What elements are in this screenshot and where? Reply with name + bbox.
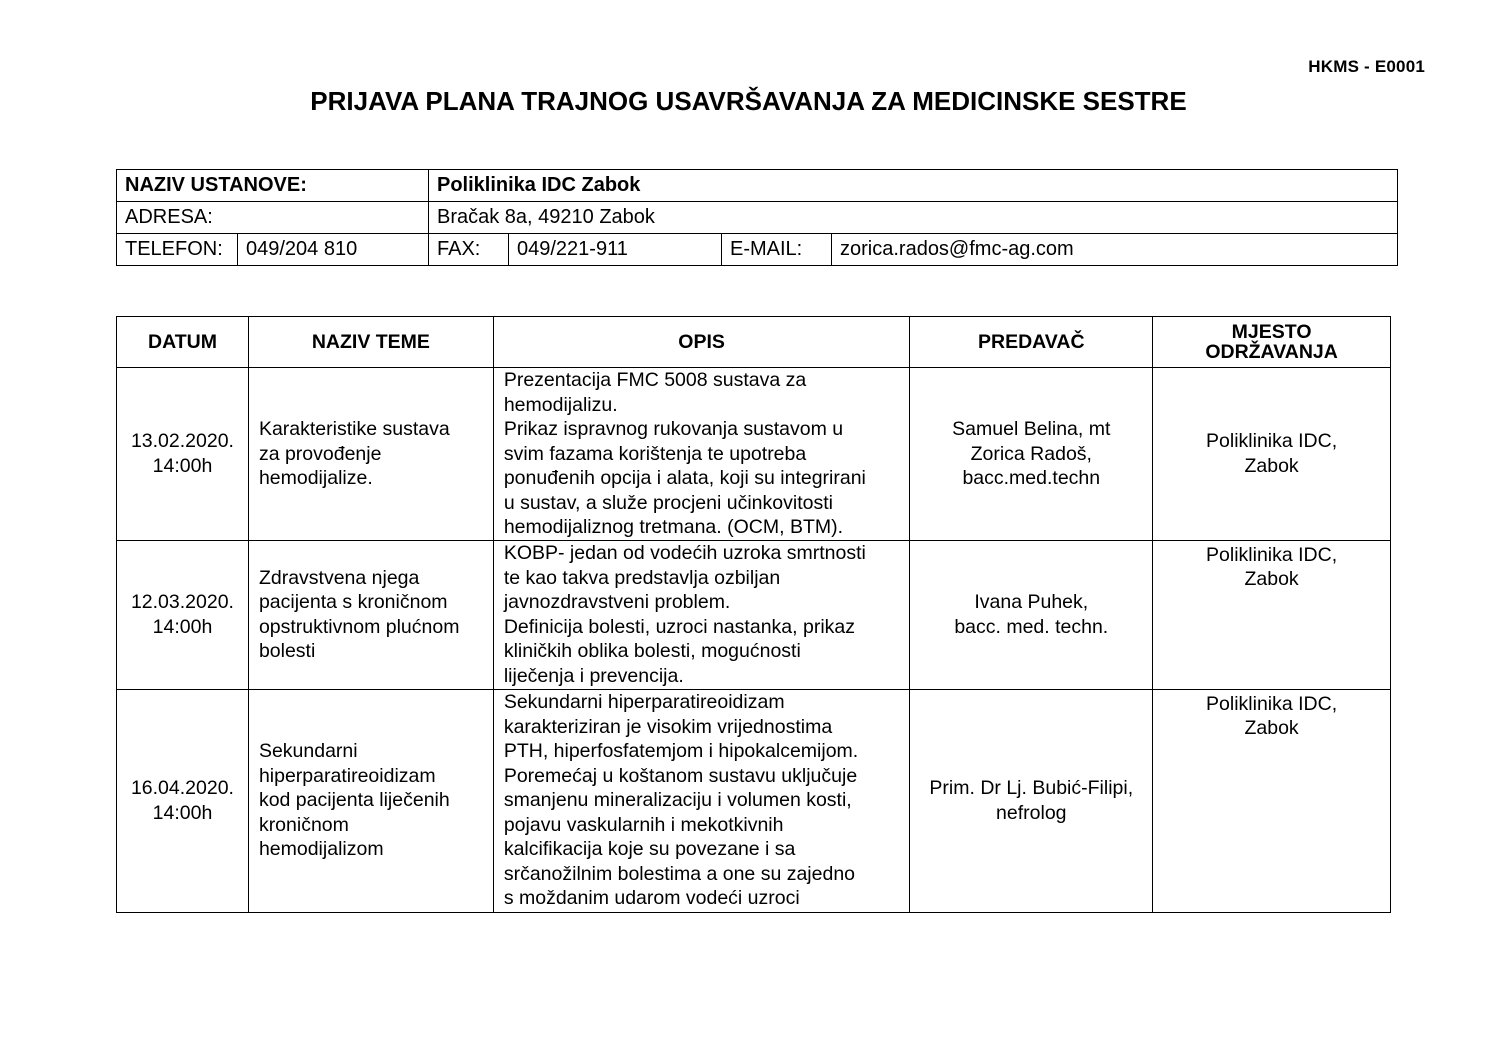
description-cell-line: u sustav, a služe procjeni učinkovitosti [503, 491, 833, 514]
topic-cell-line: opstruktivnom plućnom [258, 615, 460, 638]
lecturer-cell [910, 540, 1153, 689]
fax-label: FAX: [429, 234, 509, 266]
plan-row [117, 689, 1391, 912]
description-cell-line: kliničkih oblika bolesti, mogućnosti [503, 640, 801, 662]
description-cell-line: hemodijaliznog tretmana. (OCM, BTM). [503, 516, 844, 538]
topic-cell-line: hiperparatireoidizam [258, 764, 436, 787]
topic-cell [248, 689, 493, 912]
date-cell-line: 14:00h [152, 454, 213, 477]
place-cell-line: Zabok [1244, 454, 1299, 477]
institution-name-label: NAZIV USTANOVE: [117, 170, 429, 202]
institution-table [116, 169, 1398, 266]
place-cell [1153, 540, 1391, 689]
topic-cell-line: kroničnom [258, 813, 349, 836]
topic-cell-line: pacijenta s kroničnom [258, 591, 448, 613]
institution-name-value: Poliklinika IDC Zabok [429, 170, 1398, 202]
institution-address-value: Bračak 8a, 49210 Zabok [429, 202, 1398, 234]
institution-address-row [117, 202, 1398, 234]
topic-cell-line: kod pacijenta liječenih [258, 789, 450, 812]
date-cell-line: 14:00h [152, 615, 213, 638]
date-cell-line: 13.02.2020. [130, 430, 234, 453]
topic-cell-line: hemodijalize. [258, 467, 373, 489]
fax-value: 049/221-911 [509, 234, 722, 266]
description-cell-line: Poremećaj u koštanom sustavu uključuje [503, 764, 858, 787]
plan-row [117, 368, 1391, 541]
place-cell-line: Poliklinika IDC, [1206, 543, 1338, 566]
plan-header-row [117, 317, 1391, 368]
description-cell-line: smanjenu mineralizaciju i volumen kosti, [503, 789, 852, 812]
topic-cell-line: za provođenje [258, 442, 382, 465]
header-place-line: MJESTO [1231, 321, 1312, 343]
description-cell-line: kalcifikacija koje su povezane i sa [503, 838, 796, 861]
description-cell-line: karakteriziran je visokim vrijednostima [503, 715, 833, 738]
description-cell [493, 689, 910, 912]
date-cell [117, 368, 249, 541]
description-cell-line: Sekundarni hiperparatireoidizam [503, 691, 785, 714]
topic-cell-line: hemodijalizom [258, 838, 384, 861]
header-description: OPIS [493, 317, 910, 368]
header-topic: NAZIV TEME [248, 317, 493, 368]
description-cell-line: Prezentacija FMC 5008 sustava za [503, 369, 807, 391]
phone-value: 049/204 810 [238, 234, 429, 266]
topic-cell-line: bolesti [258, 640, 316, 662]
email-value: zorica.rados@fmc-ag.com [832, 234, 1398, 266]
date-cell-line: 12.03.2020. [130, 591, 234, 613]
education-plan-table [116, 316, 1391, 913]
email-label: E-MAIL: [722, 234, 832, 266]
description-cell-line: ponuđenih opcija i alata, koji su integrirani [503, 467, 866, 489]
description-cell-line: hemodijalizu. [503, 393, 618, 416]
place-cell-line: Poliklinika IDC, [1206, 692, 1338, 715]
description-cell-line: javnozdravstveni problem. [503, 591, 731, 613]
lecturer-cell-line: Ivana Puhek, [974, 591, 1089, 613]
topic-cell-line: Sekundarni [258, 740, 358, 763]
header-lecturer: PREDAVAČ [910, 317, 1153, 368]
plan-row [117, 540, 1391, 689]
date-cell [117, 689, 249, 912]
lecturer-cell-line: Samuel Belina, mt [952, 418, 1111, 440]
date-cell-line: 14:00h [152, 801, 213, 824]
phone-label: TELEFON: [117, 234, 238, 266]
description-cell [493, 368, 910, 541]
place-cell [1153, 689, 1391, 912]
description-cell-line: svim fazama korištenja te upotreba [503, 442, 807, 465]
lecturer-cell [910, 368, 1153, 541]
institution-name-row [117, 170, 1398, 202]
description-cell-line: liječenja i prevencija. [503, 664, 684, 687]
document-title: PRIJAVA PLANA TRAJNOG USAVRŠAVANJA ZA MEDICINSKE SESTRE [310, 86, 1187, 116]
description-cell [493, 540, 910, 689]
topic-cell [248, 368, 493, 541]
date-cell [117, 540, 249, 689]
place-cell [1153, 368, 1391, 541]
description-cell-line: PTH, hiperfosfatemjom i hipokalcemijom. [503, 740, 859, 763]
place-cell-line: Zabok [1244, 717, 1299, 739]
lecturer-cell-line: nefrolog [996, 801, 1067, 824]
document-code: HKMS - E0001 [1308, 57, 1425, 76]
header-place-line: ODRŽAVANJA [1205, 341, 1338, 363]
lecturer-cell-line: bacc.med.techn [962, 467, 1101, 489]
description-cell-line: s moždanim udarom vodeći uzroci [503, 887, 800, 910]
place-cell-line: Poliklinika IDC, [1206, 430, 1338, 453]
topic-cell-line: Karakteristike sustava [258, 418, 450, 440]
topic-cell [248, 540, 493, 689]
header-date: DATUM [117, 317, 249, 368]
description-cell-line: pojavu vaskularnih i mekotkivnih [503, 813, 784, 836]
header-place [1153, 317, 1391, 368]
lecturer-cell-line: bacc. med. techn. [954, 615, 1109, 638]
description-cell-line: Definicija bolesti, uzroci nastanka, prikaz [503, 615, 855, 638]
topic-cell-line: Zdravstvena njega [258, 566, 420, 589]
lecturer-cell-line: Prim. Dr Lj. Bubić-Filipi, [929, 777, 1134, 799]
lecturer-cell-line: Zorica Radoš, [970, 442, 1092, 465]
description-cell-line: KOBP- jedan od vodećih uzroka smrtnosti [503, 542, 866, 564]
description-cell-line: Prikaz ispravnog rukovanja sustavom u [503, 418, 844, 440]
lecturer-cell [910, 689, 1153, 912]
description-cell-line: te kao takva predstavlja ozbiljan [503, 566, 781, 589]
institution-address-label: ADRESA: [117, 202, 429, 234]
date-cell-line: 16.04.2020. [130, 777, 234, 799]
place-cell-line: Zabok [1244, 568, 1299, 590]
institution-contact-row [117, 234, 1398, 266]
description-cell-line: srčanožilnim bolestima a one su zajedno [503, 862, 856, 885]
